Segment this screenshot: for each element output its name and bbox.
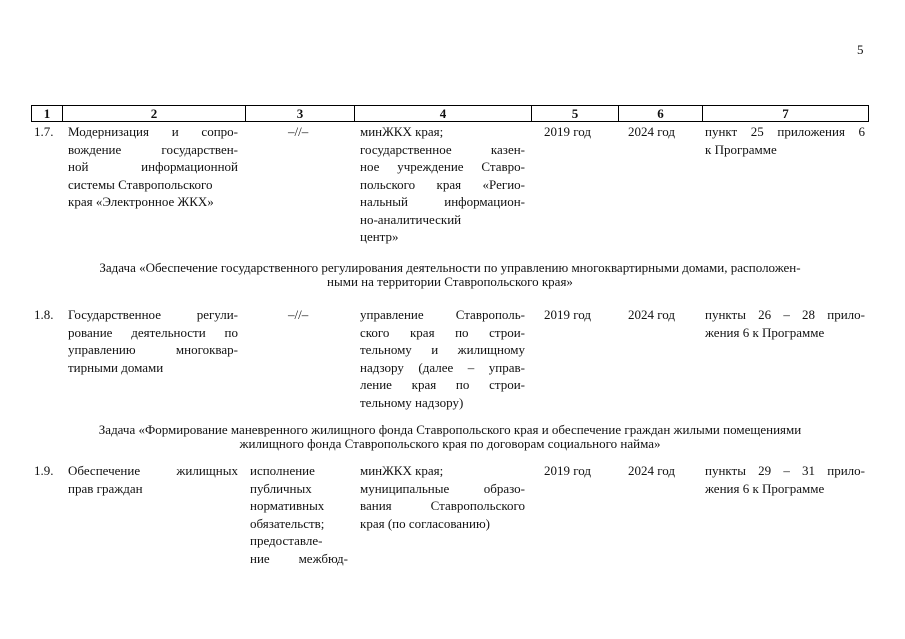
row-number: 1.7.: [34, 124, 54, 139]
activity-name: Обеспечение жилищных прав граждан: [68, 463, 238, 496]
row-number: 1.9.: [34, 463, 54, 478]
start-year: 2019 год: [544, 307, 591, 322]
executor: управление Ставрополь- ского края по строи- тельному и жилищному надзору (далее – управ- ление края по строи- тельному надзору): [360, 307, 525, 410]
header-col-4: 4: [355, 106, 532, 122]
executor: минЖКХ края; государственное казен- ное учреждение Ставро- польского края «Регио- нальный информацион- но-аналитический центр»: [360, 124, 525, 244]
end-year: 2024 год: [628, 124, 675, 139]
table-header: [31, 105, 869, 122]
reference: пункты 26 – 28 прило- жения 6 к Программе: [705, 307, 865, 340]
row-number: 1.8.: [34, 307, 54, 322]
end-year: 2024 год: [628, 463, 675, 478]
header-col-2: 2: [63, 106, 246, 122]
header-col-7: 7: [703, 106, 869, 122]
financing-type: исполнение публичных нормативных обязательств; предоставле- ние межбюд-: [250, 463, 348, 566]
header-col-5: 5: [532, 106, 619, 122]
start-year: 2019 год: [544, 463, 591, 478]
activity-name: Государственное регули- рование деятельности по управлению многоквар- тирными домами: [68, 307, 238, 375]
header-col-6: 6: [619, 106, 703, 122]
end-year: 2024 год: [628, 307, 675, 322]
activity-name: Модернизация и сопро- вождение государствен- ной информационной системы Ставропольского края «Электронное ЖКХ»: [68, 124, 238, 209]
header-col-1: 1: [32, 106, 63, 122]
ditto-mark: –//–: [288, 124, 309, 139]
executor: минЖКХ края; муниципальные образо- вания Ставропольского края (по согласованию): [360, 463, 525, 531]
reference: пункт 25 приложения 6 к Программе: [705, 124, 865, 157]
page-number: 5: [857, 42, 864, 57]
task-heading: Задача «Формирование маневренного жилищного фонда Ставропольского края и обеспечение граждан жилыми помещениями жилищного фонда Ставропольского края по договорам социального найма»: [98, 422, 802, 451]
reference: пункты 29 – 31 прило- жения 6 к Программе: [705, 463, 865, 496]
start-year: 2019 год: [544, 124, 591, 139]
task-heading: Задача «Обеспечение государственного регулирования деятельности по управлению многоквартирными домами, расположен- ными на территории Ставропольского края»: [99, 260, 801, 289]
header-col-3: 3: [246, 106, 355, 122]
ditto-mark: –//–: [288, 307, 309, 322]
